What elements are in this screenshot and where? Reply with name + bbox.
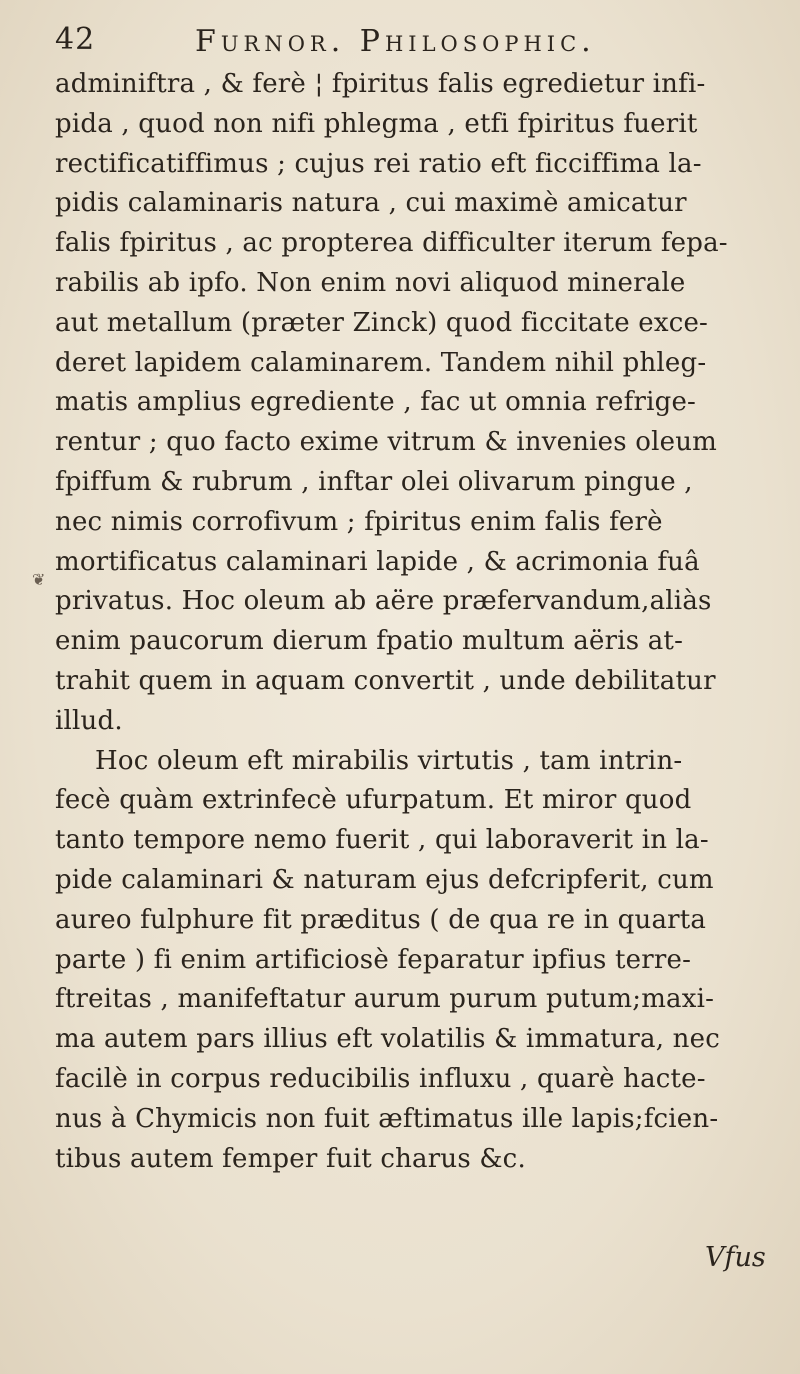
text-line: ma autem pars illius eft volatilis & immatura, nec [55, 1024, 720, 1055]
text-line: Hoc oleum eft mirabilis virtutis , tam intrin- [95, 745, 683, 776]
text-line: tanto tempore nemo fuerit , qui laboraverit in la- [55, 825, 709, 856]
text-line: falis fpiritus , ac propterea difficulter iterum fepa- [55, 228, 728, 259]
text-line: rabilis ab ipfo. Non enim novi aliquod minerale [55, 267, 686, 298]
text-line: tibus autem femper fuit charus &c. [55, 1143, 526, 1174]
text-line: rentur ; quo facto exime vitrum & invenies oleum [55, 427, 717, 458]
text-line: mortificatus calaminari lapide , & acrimonia fuâ [55, 546, 700, 577]
text-line: pida , quod non nifi phlegma , etfi fpiritus fuerit [55, 108, 698, 139]
body-text [55, 65, 775, 1179]
text-line: pidis calaminaris natura , cui maximè amicatur [55, 188, 687, 219]
text-line: fecè quàm extrinfecè ufurpatum. Et miror quod [55, 785, 692, 816]
text-line: aureo fulphure fit præditus ( de qua re in quarta [55, 904, 707, 935]
margin-mark-icon: ❦ [32, 570, 46, 589]
catchword: Vfus [705, 1242, 766, 1273]
text-line: fpiffum & rubrum , inftar olei olivarum pingue , [55, 466, 693, 497]
text-line: ftreitas , manifeftatur aurum purum putum;maxi- [55, 984, 715, 1015]
text-line: illud. [55, 705, 123, 736]
text-line: nus à Chymicis non fuit æftimatus ille lapis;fcien- [55, 1103, 719, 1134]
text-line: adminiftra , & ferè ¦ fpiritus falis egredietur infi- [55, 69, 706, 99]
text-line: aut metallum (præter Zinck) quod ficcitate exce- [55, 307, 709, 338]
page-number: 42 [55, 22, 96, 57]
page-header [55, 22, 755, 62]
text-line: enim paucorum dierum fpatio multum aëris at- [55, 626, 684, 657]
text-line: nec nimis corrofivum ; fpiritus enim falis ferè [55, 506, 663, 537]
text-line: trahit quem in aquam convertit , unde debilitatur [55, 665, 716, 696]
text-line: facilè in corpus reducibilis influxu , quarè hacte- [55, 1063, 706, 1094]
text-line: privatus. Hoc oleum ab aëre præfervandum,aliàs [55, 586, 712, 617]
text-line: pide calaminari & naturam ejus defcripferit, cum [55, 864, 714, 895]
running-head: Furnor. Philosophic. [195, 24, 596, 59]
text-line: rectificatiffimus ; cujus rei ratio eft ficciffima la- [55, 148, 702, 179]
text-line: deret lapidem calaminarem. Tandem nihil phleg- [55, 347, 707, 378]
text-line: matis amplius egrediente , fac ut omnia refrige- [55, 387, 697, 418]
text-line: parte ) fi enim artificiosè feparatur ipfius terre- [55, 944, 692, 975]
